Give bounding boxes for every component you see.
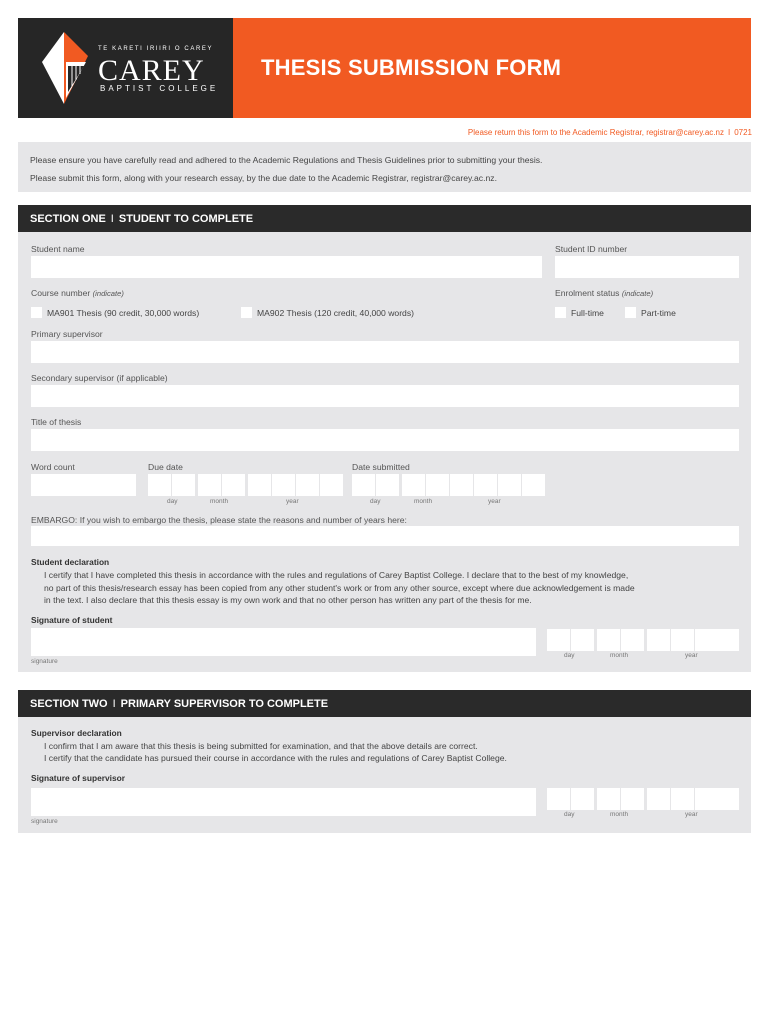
student-declaration-line-1: I certify that I have completed this thesis in accordance with the rules and regulations of Carey Baptist College. I declare that to the best of my knowledge, — [44, 570, 629, 580]
sup-year-caption: year — [685, 811, 698, 818]
sup-day-caption: day — [564, 811, 575, 818]
supervisor-declaration-line-2: I certify that the candidate has pursued their course in accordance with the rules and regulations of Carey Baptist College. — [44, 753, 507, 763]
due-year-box-1[interactable] — [248, 474, 271, 496]
sig-day-box-1[interactable] — [547, 629, 570, 651]
page-title: THESIS SUBMISSION FORM — [261, 55, 562, 80]
sub-month-box-2[interactable] — [426, 474, 449, 496]
sub-year-caption: year — [488, 498, 501, 505]
due-month-caption: month — [210, 498, 229, 505]
due-year-box-3[interactable] — [296, 474, 319, 496]
sig-year-box-1[interactable] — [647, 629, 670, 651]
sup-month-box-1[interactable] — [597, 788, 620, 810]
course-number-label — [31, 288, 124, 298]
enrolment-indicate-text: (indicate) — [621, 289, 654, 298]
full-time-checkbox[interactable] — [555, 307, 566, 318]
enrolment-status-text: Enrolment status — [555, 288, 620, 298]
ma901-checkbox[interactable] — [31, 307, 42, 318]
ma902-label: MA902 Thesis (120 credit, 40,000 words) — [257, 308, 414, 318]
part-time-label: Part-time — [641, 308, 676, 318]
sup-day-box-2[interactable] — [571, 788, 594, 810]
sub-month-box-1[interactable] — [402, 474, 425, 496]
sig-year-caption: year — [685, 652, 698, 659]
ma902-checkbox[interactable] — [241, 307, 252, 318]
date-submitted-label: Date submitted — [352, 462, 410, 472]
thesis-title-field[interactable] — [31, 429, 739, 451]
course-indicate-text: (indicate) — [92, 289, 124, 298]
sig-year-box-4[interactable] — [716, 629, 739, 651]
sub-year-box-3[interactable] — [498, 474, 521, 496]
sup-year-box-2[interactable] — [671, 788, 694, 810]
enrolment-status-label — [555, 288, 653, 298]
student-signature-caption: signature — [31, 658, 58, 665]
student-declaration-title: Student declaration — [31, 557, 110, 567]
supervisor-signature-field[interactable] — [31, 788, 536, 816]
section-two-body — [18, 717, 751, 833]
carey-logo — [18, 18, 233, 118]
sig-month-box-1[interactable] — [597, 629, 620, 651]
sup-year-box-4[interactable] — [716, 788, 739, 810]
word-count-field[interactable] — [31, 474, 136, 496]
intro-box — [18, 142, 751, 192]
student-name-label: Student name — [31, 244, 85, 254]
section-one-header — [18, 205, 751, 232]
sub-month-caption: month — [414, 498, 433, 505]
embargo-field[interactable] — [31, 526, 739, 546]
course-number-text: Course number — [31, 288, 91, 298]
section-two-title: PRIMARY SUPERVISOR TO COMPLETE — [120, 698, 329, 710]
sup-month-box-2[interactable] — [621, 788, 644, 810]
student-id-label: Student ID number — [555, 244, 628, 254]
primary-supervisor-field[interactable] — [31, 341, 739, 363]
carey-logo-mark-icon — [42, 32, 92, 106]
section-one-label: SECTION ONE — [30, 213, 106, 225]
sup-month-caption: month — [610, 811, 629, 818]
return-instructions — [468, 128, 752, 137]
supervisor-declaration-title: Supervisor declaration — [31, 728, 122, 738]
sig-year-box-2[interactable] — [671, 629, 694, 651]
embargo-label: EMBARGO: If you wish to embargo the thesis, please state the reasons and number of years here: — [31, 515, 407, 525]
due-year-caption: year — [286, 498, 299, 505]
due-day-box-2[interactable] — [172, 474, 195, 496]
student-id-field[interactable] — [555, 256, 739, 278]
sub-year-box-2[interactable] — [474, 474, 497, 496]
sub-year-box-1[interactable] — [450, 474, 473, 496]
sup-day-box-1[interactable] — [547, 788, 570, 810]
due-year-box-2[interactable] — [272, 474, 295, 496]
section-two-pipe: I — [112, 698, 116, 710]
sub-day-box-1[interactable] — [352, 474, 375, 496]
form-code: 0721 — [734, 128, 752, 137]
supervisor-declaration-line-1: I confirm that I am aware that this thesis is being submitted for examination, and that the above details are correct. — [44, 741, 478, 751]
logo-subtitle: BAPTIST COLLEGE — [100, 84, 219, 93]
secondary-supervisor-field[interactable] — [31, 385, 739, 407]
section-one-body — [18, 232, 751, 672]
return-separator: I — [727, 128, 731, 137]
student-signature-field[interactable] — [31, 628, 536, 656]
sig-year-box-3[interactable] — [695, 629, 718, 651]
due-month-box-1[interactable] — [198, 474, 221, 496]
full-time-label: Full-time — [571, 308, 604, 318]
intro-line-1: Please ensure you have carefully read and adhered to the Academic Regulations and Thesis Guidelines prior to submitting your thesis. — [30, 155, 543, 165]
sup-year-box-1[interactable] — [647, 788, 670, 810]
primary-supervisor-label: Primary supervisor — [31, 329, 103, 339]
sub-day-box-2[interactable] — [376, 474, 399, 496]
thesis-title-label: Title of thesis — [31, 417, 82, 427]
due-day-caption: day — [167, 498, 178, 505]
ma901-label: MA901 Thesis (90 credit, 30,000 words) — [47, 308, 200, 318]
header-banner — [18, 18, 751, 118]
student-declaration-line-2: no part of this thesis/research essay has been copied from any other student's work or from any other source, except where due acknowledgement is made — [44, 583, 635, 593]
sig-month-caption: month — [610, 652, 629, 659]
sig-day-caption: day — [564, 652, 575, 659]
logo-name: CAREY — [98, 54, 205, 87]
sig-month-box-2[interactable] — [621, 629, 644, 651]
due-month-box-2[interactable] — [222, 474, 245, 496]
due-day-box-1[interactable] — [148, 474, 171, 496]
student-signature-title: Signature of student — [31, 615, 113, 625]
sub-day-caption: day — [370, 498, 381, 505]
supervisor-signature-caption: signature — [31, 818, 58, 825]
intro-line-2: Please submit this form, along with your research essay, by the due date to the Academic Registrar, registrar@carey.ac.nz. — [30, 173, 497, 183]
due-year-box-4[interactable] — [320, 474, 343, 496]
section-one-title: STUDENT TO COMPLETE — [118, 213, 254, 225]
section-one-pipe: I — [110, 213, 114, 225]
word-count-label: Word count — [31, 462, 75, 472]
student-declaration-line-3: in the text. I also declare that this thesis essay is my own work and that no other person has written any part of the thesis for me. — [44, 595, 532, 605]
student-name-field[interactable] — [31, 256, 542, 278]
sub-year-box-4[interactable] — [522, 474, 545, 496]
return-text: Please return this form to the Academic Registrar, registrar@carey.ac.nz — [467, 128, 724, 137]
supervisor-signature-title: Signature of supervisor — [31, 773, 126, 783]
sig-day-box-2[interactable] — [571, 629, 594, 651]
logo-top-text: TE KARETI IRIIRI O CAREY — [98, 46, 214, 52]
secondary-supervisor-label: Secondary supervisor (if applicable) — [31, 373, 168, 383]
section-two-label: SECTION TWO — [30, 698, 108, 710]
due-date-label: Due date — [148, 462, 183, 472]
part-time-checkbox[interactable] — [625, 307, 636, 318]
title-banner — [233, 18, 751, 118]
section-two-header — [18, 690, 751, 717]
sup-year-box-3[interactable] — [695, 788, 718, 810]
